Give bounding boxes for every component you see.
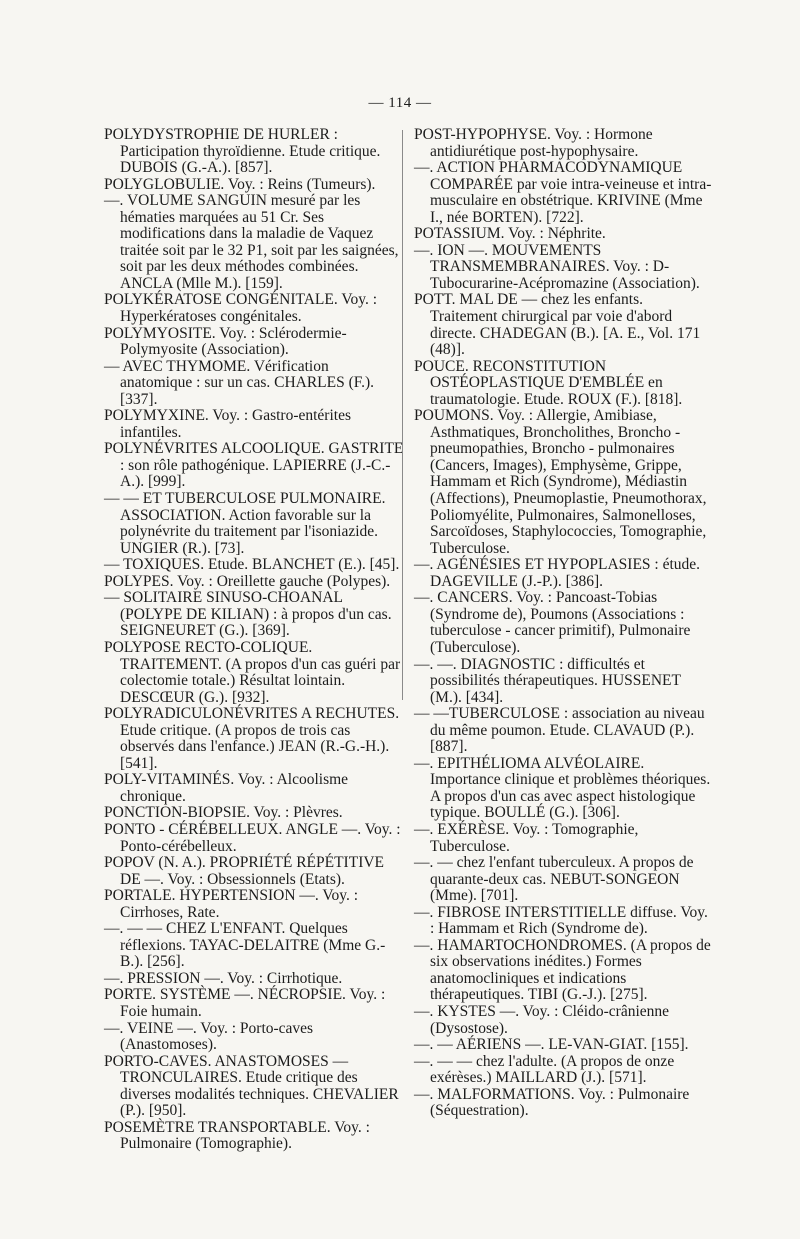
index-entry: POLYKÉRATOSE CONGÉNITALE. Voy. : Hyperkératoses congénitales. [104, 291, 378, 326]
index-entry: POLY-VITAMINÉS. Voy. : Alcoolisme chronique. [104, 771, 349, 805]
index-entry: POLYMYOSITE. Voy. : Sclérodermie-Polymyosite (Association). [104, 324, 347, 359]
index-entry: PORTE. SYSTÈME —. NÉCROPSIE. Voy. : Foie humain. [104, 986, 386, 1020]
index-entry: —. CANCERS. Voy. : Pancoast-Tobias (Syndrome de), Poumons (Associations : tuberculose - cancer primitif), Pulmonaire (Tuberculose). [414, 589, 691, 656]
index-entry: —. AGÉNÉSIES ET HYPOPLASIES : étude. DAGEVILLE (J.-P.). [386]. [414, 556, 701, 590]
index-entry: —. ACTION PHARMACODYNAMIQUE COMPARÉE par voie intra-veineuse et intra-musculaire en obstétrique. KRIVINE (Mme I., née BORTEN). [722]. [414, 159, 712, 226]
index-entry: POUCE. RECONSTITUTION OSTÉOPLASTIQUE D'EMBLÉE en traumatologie. Etude. ROUX (F.). [818]. [414, 357, 683, 408]
index-entry: POTT. MAL DE — chez les enfants. Traitement chirurgical par voie d'abord directe. CHADEGAN (B.). [A. E., Vol. 171 (48)]. [414, 291, 701, 359]
index-entry: PONTO - CÉRÉBELLEUX. ANGLE —. Voy. : Ponto-cérébelleux. [104, 820, 401, 855]
index-entry: — —TUBERCULOSE : association au niveau du même poumon. Etude. CLAVAUD (P.). [887]. [414, 705, 705, 756]
index-entry: —. ION —. MOUVEMENTS TRANSMEMBRANAIRES. Voy. : D-Tubocurarine-Acépromazine (Association). [414, 241, 700, 292]
index-entry: —. — — chez l'adulte. (A propos de onze exérèses.) MAILLARD (J.). [571]. [414, 1052, 675, 1087]
index-entry: —. — — CHEZ L'ENFANT. Quelques réflexions. TAYAC-DELAITRE (Mme G.-B.). [256]. [104, 920, 386, 971]
index-entry: —. —. DIAGNOSTIC : difficultés et possibilités thérapeutiques. HUSSENET (M.). [434]. [414, 655, 681, 706]
index-entry: —. VEINE —. Voy. : Porto-caves (Anastomoses). [104, 1019, 314, 1054]
index-entry: —. — chez l'enfant tuberculeux. A propos de quarante-deux cas. NEBUT-SONGEON (Mme). [701]. [414, 854, 694, 905]
index-entry: —. EXÉRÈSE. Voy. : Tomographie, Tuberculose. [414, 820, 639, 855]
index-entry: —. — AÉRIENS —. LE-VAN-GIAT. [155]. [414, 1036, 689, 1054]
index-entry: POLYPOSE RECTO-COLIQUE. TRAITEMENT. (A propos d'un cas guéri par colectomie totale.) Résultat lointain. DESCŒUR (G.). [932]. [104, 638, 401, 706]
index-entry: POST-HYPOPHYSE. Voy. : Hormone antidiurétique post-hypophysaire. [414, 126, 653, 160]
index-entry: PONCTION-BIOPSIE. Voy. : Plèvres. [104, 804, 343, 822]
right-column [414, 127, 714, 1120]
index-entry: PORTO-CAVES. ANASTOMOSES — TRONCULAIRES. Etude critique des diverses modalités techniques. CHEVALIER (P.). [950]. [104, 1052, 399, 1120]
index-entry: PORTALE. HYPERTENSION —. Voy. : Cirrhoses, Rate. [104, 887, 359, 921]
index-entry: — AVEC THYMOME. Vérification anatomique : sur un cas. CHARLES (F.). [337]. [104, 357, 375, 408]
index-entry: — SOLITAIRE SINUSO-CHOANAL (POLYPE DE KILIAN) : à propos d'un cas. SEIGNEURET (G.). [369]. [104, 589, 392, 640]
index-entry: — TOXIQUES. Etude. BLANCHET (E.). [45]. [104, 556, 400, 574]
index-entry: —. VOLUME SANGUIN mesuré par les hématies marquées au 51 Cr. Ses modifications dans la maladie de Vaquez traitée soit par le 32 P1, soit par les saignées, soit par les deux méthodes combinées. ANCLA (Mlle M.). [159]. [104, 192, 399, 292]
index-entry: POUMONS. Voy. : Allergie, Amibiase, Asthmatiques, Broncholithes, Broncho - pneumopathies, Broncho - pulmonaires (Cancers, Images), Emphysème, Grippe, Hammam et Rich (Syndrome), Médiastin (Affections), Pneumoplastie, Pneumothorax, Poliomyélite, Pulmonaires, Salmonelloses, Sarcoïdoses, Staphylococcies, Tomographie, Tuberculose. [414, 407, 707, 557]
index-entry: POLYGLOBULIE. Voy. : Reins (Tumeurs). [104, 175, 376, 193]
index-entry: POSEMÈTRE TRANSPORTABLE. Voy. : Pulmonaire (Tomographie). [104, 1118, 370, 1153]
page-number: — 114 — [368, 95, 432, 111]
left-column [104, 127, 404, 1153]
index-entry: POLYDYSTROPHIE DE HURLER : Participation thyroïdienne. Etude critique. DUBOIS (G.-A.). [857]. [104, 126, 381, 177]
column-divider [402, 130, 403, 700]
index-entry: POLYMYXINE. Voy. : Gastro-entérites infantiles. [104, 407, 351, 441]
index-entry: POLYPES. Voy. : Oreillette gauche (Polypes). [104, 572, 391, 590]
index-entry: —. MALFORMATIONS. Voy. : Pulmonaire (Séquestration). [414, 1085, 690, 1120]
index-entry: —. PRESSION —. Voy. : Cirrhotique. [104, 969, 343, 987]
index-entry: POLYRADICULONÉVRITES A RECHUTES. Etude critique. (A propos de trois cas observés dans l'enfance.) JEAN (R.-G.-H.). [541]. [104, 705, 400, 772]
index-entry: —. HAMARTOCHONDROMES. (A propos de six observations inédites.) Formes anatomocliniques et indications thérapeutiques. TIBI (G.-J.). [275]. [414, 936, 711, 1004]
index-entry: —. FIBROSE INTERSTITIELLE diffuse. Voy. : Hammam et Rich (Syndrome de). [414, 903, 708, 938]
index-entry: —. EPITHÉLIOMA ALVÉOLAIRE. Importance clinique et problèmes théoriques. A propos d'un cas avec aspect histologique typique. BOULLÉ (G.). [306]. [414, 754, 711, 822]
index-entry: POPOV (N. A.). PROPRIÉTÉ RÉPÉTITIVE DE —. Voy. : Obsessionnels (Etats). [104, 854, 385, 888]
index-entry: POLYNÉVRITES ALCOOLIQUE. GASTRITE : son rôle pathogénique. LAPIERRE (J.-C.-A.). [999]. [104, 440, 404, 491]
index-entry: —. KYSTES —. Voy. : Cléido-crânienne (Dysostose). [414, 1002, 670, 1037]
index-entry: POTASSIUM. Voy. : Néphrite. [414, 225, 606, 243]
index-entry: — — ET TUBERCULOSE PULMONAIRE. ASSOCIATION. Action favorable sur la polynévrite du traitement par l'isoniazide. UNGIER (R.). [73]. [104, 490, 386, 557]
